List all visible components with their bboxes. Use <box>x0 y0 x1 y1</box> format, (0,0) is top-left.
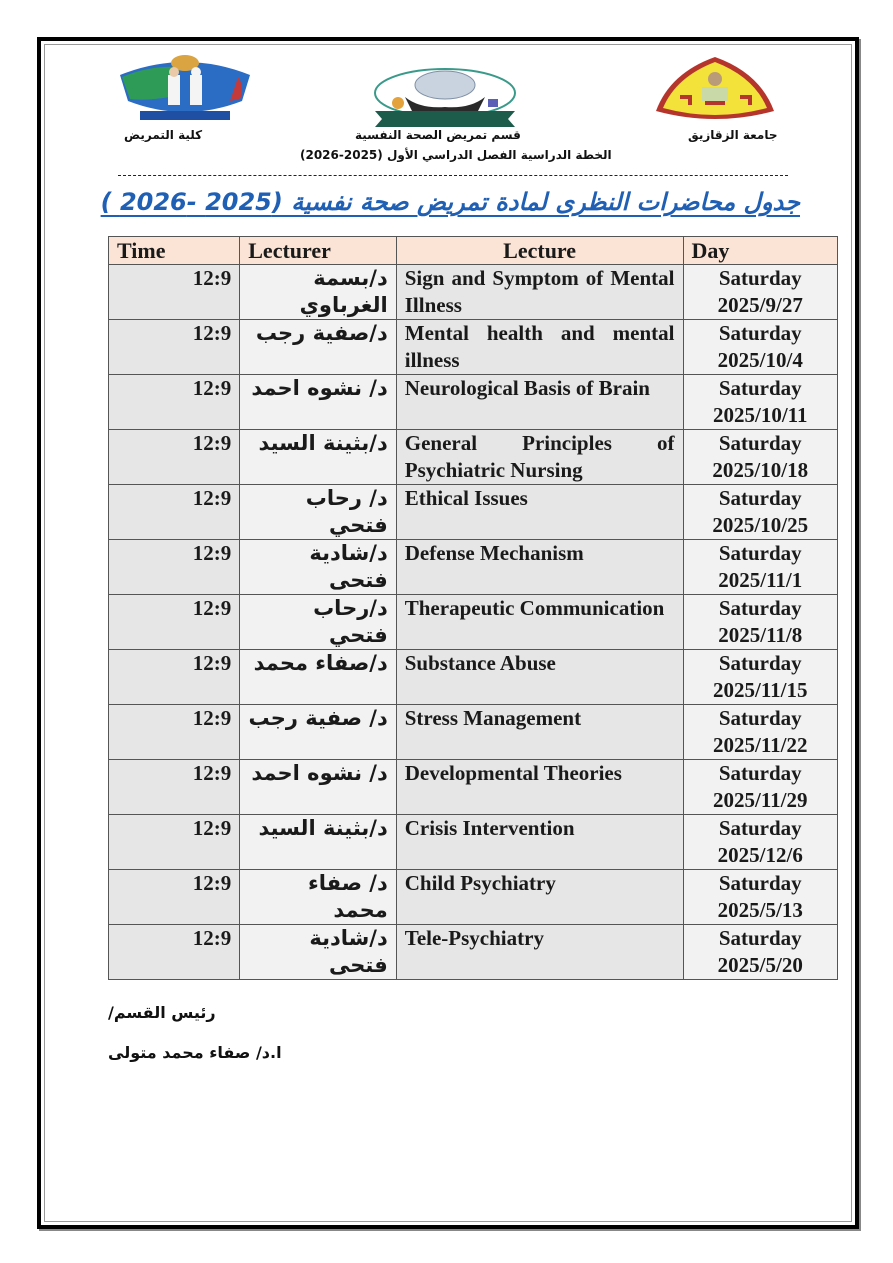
day-cell <box>683 870 838 925</box>
header-lecturer: Lecturer <box>240 237 397 265</box>
time-cell: 12:9 <box>109 815 240 870</box>
table-row <box>109 815 838 870</box>
day-name: Saturday <box>718 706 802 730</box>
lecture-schedule-table <box>108 236 838 980</box>
lecture-cell: Substance Abuse <box>396 650 683 705</box>
day-name: Saturday <box>718 431 802 455</box>
document-title: جدول محاضرات النظرى لمادة تمريض صحة نفسية (2025 -2026 ) <box>100 188 800 216</box>
table-row <box>109 320 838 375</box>
time-cell: 12:9 <box>109 320 240 375</box>
table-row <box>109 430 838 485</box>
lecturer-cell: د/رحاب فتحي <box>240 595 397 650</box>
time-cell: 12:9 <box>109 595 240 650</box>
lecturer-cell: د/بثينة السيد <box>240 815 397 870</box>
day-date: 2025/5/20 <box>717 953 803 977</box>
day-name: Saturday <box>718 266 802 290</box>
college-name: كلية التمريض <box>124 128 203 142</box>
day-name: Saturday <box>718 321 802 345</box>
day-cell <box>683 430 838 485</box>
table-row <box>109 925 838 980</box>
day-name: Saturday <box>718 596 802 620</box>
study-plan-label: الخطة الدراسية الفصل الدراسي الأول (2025-2026) <box>300 148 612 162</box>
header-lecture: Lecture <box>396 237 683 265</box>
lecturer-cell: د/ نشوه احمد <box>240 760 397 815</box>
day-name: Saturday <box>718 926 802 950</box>
time-cell: 12:9 <box>109 650 240 705</box>
department-logo <box>360 67 530 129</box>
day-cell <box>683 265 838 320</box>
day-cell <box>683 595 838 650</box>
department-name: قسم تمريض الصحة النفسية <box>355 128 521 142</box>
time-cell: 12:9 <box>109 870 240 925</box>
lecturer-cell: د/ رحاب فتحي <box>240 485 397 540</box>
day-cell <box>683 925 838 980</box>
table-row <box>109 870 838 925</box>
day-name: Saturday <box>718 376 802 400</box>
lecturer-cell: د/ نشوه احمد <box>240 375 397 430</box>
time-cell: 12:9 <box>109 375 240 430</box>
table-row <box>109 650 838 705</box>
lecturer-cell: د/بسمة الغرباوي <box>240 265 397 320</box>
university-logo <box>650 53 780 125</box>
table-row <box>109 265 838 320</box>
header-day: Day <box>683 237 838 265</box>
lecture-cell: Ethical Issues <box>396 485 683 540</box>
day-date: 2025/10/25 <box>712 513 809 537</box>
day-cell <box>683 375 838 430</box>
lecture-cell: Therapeutic Communication <box>396 595 683 650</box>
day-cell <box>683 705 838 760</box>
lecturer-cell: د/صفاء محمد <box>240 650 397 705</box>
lecture-cell: Sign and Symptom of Mental Illness <box>396 265 683 320</box>
lecture-cell: Child Psychiatry <box>396 870 683 925</box>
lecture-cell: General Principles of Psychiatric Nursing <box>396 430 683 485</box>
day-cell <box>683 760 838 815</box>
lecture-cell: Stress Management <box>396 705 683 760</box>
day-name: Saturday <box>718 651 802 675</box>
day-name: Saturday <box>718 486 802 510</box>
lecturer-cell: د/شادية فتحى <box>240 925 397 980</box>
time-cell: 12:9 <box>109 540 240 595</box>
department-head-name: ا.د/ صفاء محمد متولى <box>108 1043 282 1062</box>
day-date: 2025/10/11 <box>712 403 808 427</box>
table-row <box>109 485 838 540</box>
time-cell: 12:9 <box>109 760 240 815</box>
day-cell <box>683 485 838 540</box>
lecturer-cell: د/ صفاء محمد <box>240 870 397 925</box>
university-name: جامعة الزقازيق <box>688 128 778 142</box>
day-date: 2025/11/1 <box>718 568 803 592</box>
day-date: 2025/12/6 <box>717 843 803 867</box>
day-date: 2025/5/13 <box>717 898 803 922</box>
lecture-cell: Neurological Basis of Brain <box>396 375 683 430</box>
table-row <box>109 760 838 815</box>
lecturer-cell: د/صفية رجب <box>240 320 397 375</box>
department-head-title: رئيس القسم/ <box>108 1003 216 1022</box>
lecture-cell: Developmental Theories <box>396 760 683 815</box>
time-cell: 12:9 <box>109 430 240 485</box>
day-name: Saturday <box>718 541 802 565</box>
day-date: 2025/11/29 <box>712 788 808 812</box>
lecture-cell: Crisis Intervention <box>396 815 683 870</box>
day-name: Saturday <box>718 816 802 840</box>
table-row <box>109 540 838 595</box>
table-header-row <box>109 237 838 265</box>
table-row <box>109 705 838 760</box>
day-date: 2025/10/18 <box>712 458 809 482</box>
day-cell <box>683 815 838 870</box>
time-cell: 12:9 <box>109 265 240 320</box>
lecturer-cell: د/شادية فتحى <box>240 540 397 595</box>
lecturer-cell: د/بثينة السيد <box>240 430 397 485</box>
lecture-cell: Mental health and mental illness <box>396 320 683 375</box>
day-cell <box>683 320 838 375</box>
time-cell: 12:9 <box>109 485 240 540</box>
table-row <box>109 595 838 650</box>
day-date: 2025/11/22 <box>712 733 808 757</box>
lecturer-cell: د/ صفية رجب <box>240 705 397 760</box>
day-name: Saturday <box>718 761 802 785</box>
header-time: Time <box>109 237 240 265</box>
day-cell <box>683 650 838 705</box>
header-divider <box>118 175 788 176</box>
day-date: 2025/9/27 <box>717 293 803 317</box>
time-cell: 12:9 <box>109 705 240 760</box>
day-date: 2025/10/4 <box>717 348 803 372</box>
table-row <box>109 375 838 430</box>
day-cell <box>683 540 838 595</box>
day-date: 2025/11/15 <box>712 678 808 702</box>
lecture-cell: Defense Mechanism <box>396 540 683 595</box>
day-name: Saturday <box>718 871 802 895</box>
lecture-cell: Tele-Psychiatry <box>396 925 683 980</box>
document-header <box>100 45 800 170</box>
time-cell: 12:9 <box>109 925 240 980</box>
day-date: 2025/11/8 <box>718 623 803 647</box>
nursing-college-logo <box>110 53 260 125</box>
